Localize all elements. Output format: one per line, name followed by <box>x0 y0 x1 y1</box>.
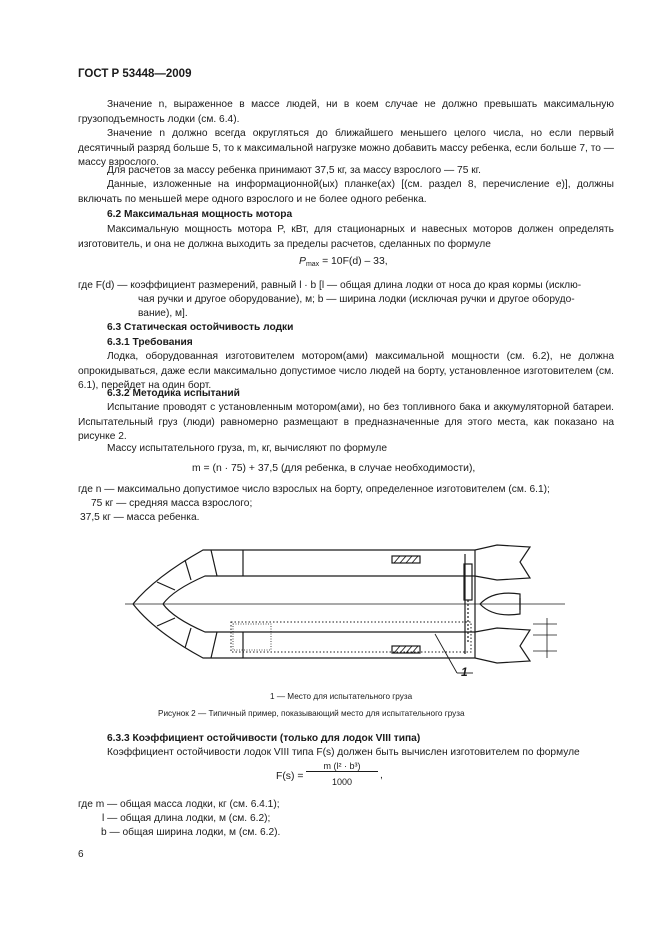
section-6-3-2-paragraph-a: Испытание проводят с установленным мотором(ами), но без топливного бака и аккумуляторной батареи. Испытательный груз (люди) равномерно размещают в предназначенные для этого места, как показано на рисунке 2. <box>78 402 614 443</box>
section-6-3-heading: 6.3 Статическая остойчивость лодки <box>107 322 294 333</box>
section-6-3-3-heading: 6.3.3 Коэффициент остойчивости (только для лодок VIII типа) <box>107 733 421 744</box>
s63-where-line-2: 75 кг — средняя масса взрослого; <box>91 498 253 509</box>
stability-formula-denominator: 1000 <box>331 777 353 787</box>
s62-where-line-3: вание), м]. <box>138 308 188 319</box>
section-6-3-1-heading: 6.3.1 Требования <box>107 337 193 348</box>
s633-where-line-3: b — общая ширина лодки, м (см. 6.2). <box>101 827 281 838</box>
section-6-3-1-paragraph: Лодка, оборудованная изготовителем мотором(ами) максимальной мощности (см. 6.2), не должна опрокидываться, даже если максимально допустимое число людей на борту, установленное изготовителем (см. 6.1), перейдет на один борт. <box>78 351 614 392</box>
intro-paragraph-2: Значение n должно всегда округляться до ближайшего меньшего целого числа, но если первый десятичный разряд больше 5, то к максимальной нагрузке можно добавить массу ребенка, если больше 7, то — массу взрослого. <box>78 128 614 169</box>
pmax-formula <box>299 256 388 268</box>
s633-where-line-1: где m — общая масса лодки, кг (см. 6.4.1); <box>78 799 280 810</box>
section-6-3-2-paragraph-b: Массу испытательного груза, m, кг, вычисляют по формуле <box>107 443 388 454</box>
upper-segment-line <box>211 550 217 576</box>
seat-hatch <box>392 646 420 653</box>
intro-paragraph-1: Значение n, выраженное в массе людей, ни в коем случае не должно превышать максимальную грузоподъемность лодки (см. 6.4). <box>78 99 614 125</box>
section-6-2-paragraph: Максимальную мощность мотора P, кВт, для стационарных и навесных моторов должен определять изготовитель, и она не должна выходить за пределы расчетов, сделанных по формуле <box>78 224 614 250</box>
section-6-3-3-paragraph: Коэффициент остойчивости лодок VIII типа F(s) должен быть вычислен изготовителем по формуле <box>107 747 580 758</box>
s62-where-line-2: чая ручки и другое оборудование), м; b — ширина лодки (исключая ручки и другое оборудо- <box>138 294 575 305</box>
figure-callout-number: 1 <box>461 665 468 679</box>
test-load-formula: m = (n · 75) + 37,5 (для ребенка, в случае необходимости), <box>192 463 476 474</box>
upper-segment-line <box>157 582 175 590</box>
intro-paragraph-4: Данные, изложенные на информационной(ых) планке(ах) [(см. раздел 8, перечисление е)], должны включать по меньшей мере одного взрослого и не более одного ребенка. <box>78 179 614 205</box>
lower-segment-line <box>211 632 217 658</box>
pmax-formula-rhs: = 10F(d) – 33, <box>322 256 388 267</box>
lower-segment-line <box>157 618 175 626</box>
seat-hatch <box>392 556 420 563</box>
section-6-3-2-heading: 6.3.2 Методика испытаний <box>107 388 240 399</box>
figure-legend: 1 — Место для испытательного груза <box>270 692 413 701</box>
upper-segment-line <box>185 560 191 580</box>
s63-where-line-3: 37,5 кг — масса ребенка. <box>80 512 200 523</box>
stability-formula-numerator: m (l² · b³) <box>306 761 378 772</box>
test-load-zone <box>231 622 471 652</box>
document-header: ГОСТ Р 53448—2009 <box>78 68 192 80</box>
intro-paragraph-3: Для расчетов за массу ребенка принимают 37,5 кг, за массу взрослого — 75 кг. <box>107 165 481 176</box>
pmax-formula-subscript: max <box>305 261 320 268</box>
stability-formula-comma: , <box>380 770 383 781</box>
section-6-2-heading: 6.2 Максимальная мощность мотора <box>107 209 293 220</box>
pmax-formula-symbol: P <box>299 256 306 267</box>
lower-segment-line <box>185 628 191 648</box>
s633-where-line-2: l — общая длина лодки, м (см. 6.2); <box>102 813 271 824</box>
s62-where-line-1: где F(d) — коэффициент размерений, равный l · b [l — общая длина лодки от носа до края кормы (исклю- <box>78 280 582 291</box>
stability-formula-lhs: F(s) = <box>276 771 304 782</box>
figure-caption: Рисунок 2 — Типичный пример, показывающий место для испытательного груза <box>158 709 465 718</box>
page-number: 6 <box>78 849 84 860</box>
upper-tube-outline <box>133 545 530 604</box>
lower-tube-outline <box>133 604 530 663</box>
callout-leader <box>435 634 457 673</box>
s63-where-line-1: где n — максимально допустимое число взрослых на борту, определенное изготовителем (см. 6.1); <box>78 484 550 495</box>
boat-figure <box>125 532 565 687</box>
